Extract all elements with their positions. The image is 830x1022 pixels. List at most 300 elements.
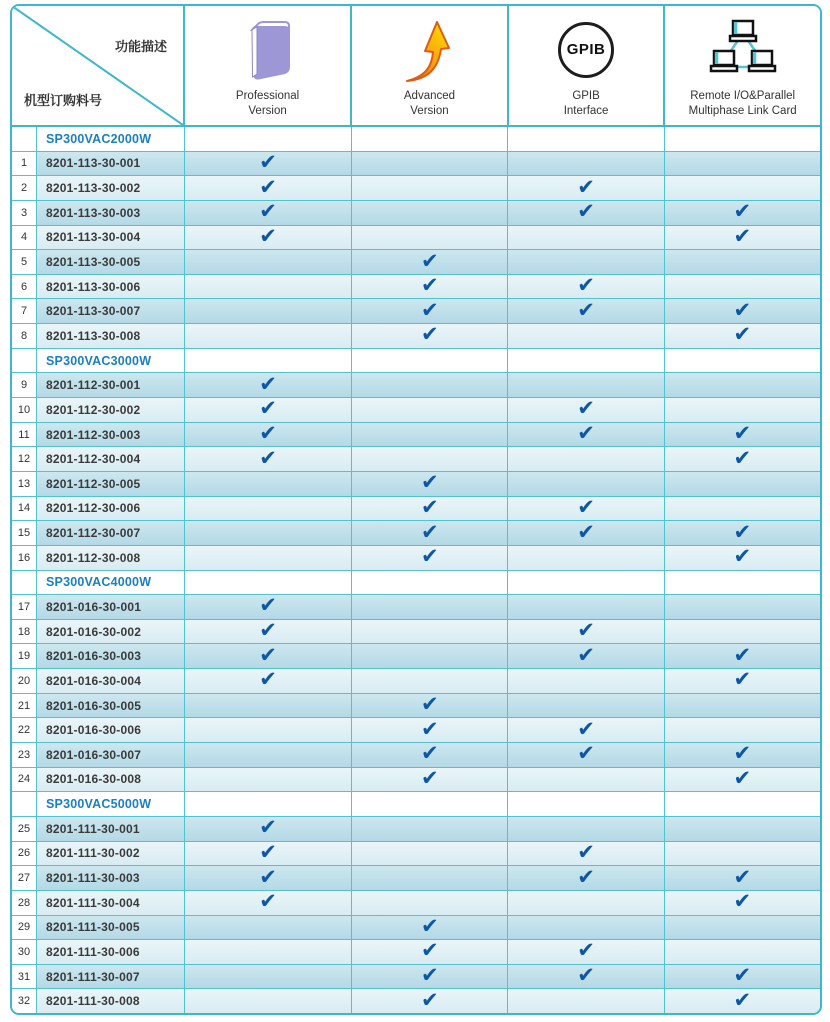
check-icon: ✔ — [420, 322, 439, 347]
check-icon: ✔ — [420, 273, 439, 298]
feature-cell — [351, 226, 507, 250]
part-number: 8201-112-30-005 — [37, 472, 185, 496]
feature-cell — [185, 839, 351, 866]
table-row — [12, 274, 820, 299]
feature-cell — [664, 940, 820, 964]
check-icon: ✔ — [577, 839, 595, 864]
header-label-gpib: GPIB Interface — [563, 90, 609, 118]
part-number: 8201-111-30-004 — [37, 891, 185, 915]
check-icon: ✔ — [577, 199, 595, 224]
feature-cell — [664, 299, 820, 323]
check-icon: ✔ — [577, 396, 595, 421]
check-icon: ✔ — [733, 544, 752, 569]
feature-cell — [351, 644, 507, 668]
check-icon: ✔ — [733, 963, 752, 988]
feature-cell — [351, 669, 507, 693]
table-body — [12, 127, 820, 1013]
feature-cell — [351, 127, 507, 151]
part-number: 8201-112-30-004 — [37, 447, 185, 471]
part-number: 8201-016-30-001 — [37, 595, 185, 619]
part-number: 8201-113-30-001 — [37, 152, 185, 176]
feature-cell — [507, 743, 663, 767]
check-icon: ✔ — [733, 765, 752, 790]
header-gpib-interface — [507, 6, 664, 125]
check-icon: ✔ — [259, 199, 277, 224]
table-row — [12, 200, 820, 225]
part-number: 8201-016-30-008 — [37, 768, 185, 792]
check-icon: ✔ — [259, 618, 277, 643]
feature-cell — [507, 447, 663, 471]
section-title: SP300VAC4000W — [37, 571, 185, 595]
diagonal-header-cell — [12, 6, 185, 125]
feature-cell — [185, 768, 351, 792]
check-icon: ✔ — [259, 864, 277, 889]
part-number: 8201-111-30-001 — [37, 817, 185, 841]
part-number: 8201-016-30-007 — [37, 743, 185, 767]
table-row — [12, 915, 820, 940]
feature-cell — [664, 152, 820, 176]
row-number: 8 — [12, 324, 37, 348]
feature-cell — [664, 694, 820, 718]
feature-cell — [185, 497, 351, 521]
feature-cell — [507, 398, 663, 422]
row-number: 31 — [12, 965, 37, 989]
feature-cell — [351, 989, 507, 1013]
header-advanced-version — [350, 6, 507, 125]
feature-cell — [351, 423, 507, 447]
table-row — [12, 668, 820, 693]
feature-cell — [664, 398, 820, 422]
table-row — [12, 742, 820, 767]
feature-cell — [351, 324, 507, 348]
feature-cell — [185, 718, 351, 742]
feature-cell — [351, 472, 507, 496]
feature-cell — [185, 792, 351, 816]
check-icon: ✔ — [420, 913, 439, 938]
feature-cell — [664, 423, 820, 447]
feature-cell — [664, 546, 820, 570]
feature-cell — [185, 694, 351, 718]
feature-cell — [507, 494, 663, 521]
feature-cell — [507, 595, 663, 619]
feature-cell — [664, 176, 820, 200]
feature-description-label: 功能描述 — [114, 39, 167, 54]
row-number: 13 — [12, 472, 37, 496]
check-icon: ✔ — [420, 544, 439, 569]
feature-cell — [185, 349, 351, 373]
feature-cell — [507, 275, 663, 299]
feature-cell — [351, 866, 507, 890]
row-number: 2 — [12, 176, 37, 200]
feature-cell — [664, 765, 820, 792]
feature-cell — [185, 965, 351, 989]
feature-cell — [664, 669, 820, 693]
feature-cell — [507, 839, 663, 866]
part-number: 8201-113-30-003 — [37, 201, 185, 225]
section-title: SP300VAC3000W — [37, 349, 185, 373]
table-row — [12, 397, 820, 422]
table-row — [12, 422, 820, 447]
feature-cell — [664, 792, 820, 816]
table-row — [12, 175, 820, 200]
check-icon: ✔ — [733, 519, 752, 544]
feature-cell — [507, 916, 663, 940]
feature-cell — [185, 546, 351, 570]
check-icon: ✔ — [733, 445, 752, 470]
feature-cell — [664, 718, 820, 742]
part-number: 8201-111-30-003 — [37, 866, 185, 890]
feature-cell — [664, 743, 820, 767]
feature-cell — [664, 916, 820, 940]
feature-cell — [664, 620, 820, 644]
row-number: 21 — [12, 694, 37, 718]
feature-cell — [507, 250, 663, 274]
check-icon: ✔ — [259, 642, 277, 667]
feature-cell — [507, 940, 663, 964]
feature-cell — [185, 620, 351, 644]
feature-cell — [351, 521, 507, 545]
gpib-circle-text: GPIB — [558, 22, 614, 78]
row-number: 29 — [12, 916, 37, 940]
feature-cell — [507, 792, 663, 816]
row-number: 6 — [12, 275, 37, 299]
row-number-cell — [12, 792, 37, 816]
row-number: 3 — [12, 201, 37, 225]
check-icon: ✔ — [577, 421, 595, 445]
check-icon: ✔ — [259, 667, 277, 692]
feature-cell — [185, 398, 351, 422]
feature-cell — [185, 472, 351, 496]
row-number: 5 — [12, 250, 37, 274]
part-number: 8201-112-30-007 — [37, 521, 185, 545]
feature-cell — [507, 891, 663, 915]
feature-cell — [185, 916, 351, 940]
row-number: 27 — [12, 866, 37, 890]
feature-cell — [185, 201, 351, 225]
row-number: 24 — [12, 768, 37, 792]
feature-cell — [351, 250, 507, 274]
part-number: 8201-111-30-008 — [37, 989, 185, 1013]
feature-cell — [507, 694, 663, 718]
table-row — [12, 890, 820, 915]
feature-cell — [185, 891, 351, 915]
feature-cell — [351, 373, 507, 397]
check-icon: ✔ — [733, 642, 752, 667]
feature-cell — [351, 201, 507, 225]
feature-cell — [185, 989, 351, 1013]
check-icon: ✔ — [733, 421, 752, 445]
table-row — [12, 323, 820, 348]
check-icon: ✔ — [420, 519, 439, 544]
feature-cell — [664, 349, 820, 373]
feature-cell — [664, 842, 820, 866]
check-icon: ✔ — [259, 223, 277, 248]
feature-cell — [507, 373, 663, 397]
feature-cell — [507, 768, 663, 792]
check-icon: ✔ — [733, 667, 752, 692]
section-header-row — [12, 127, 820, 151]
feature-cell — [185, 743, 351, 767]
part-number: 8201-113-30-002 — [37, 176, 185, 200]
row-number: 26 — [12, 842, 37, 866]
section-header-row — [12, 791, 820, 816]
feature-cell — [664, 250, 820, 274]
table-row — [12, 446, 820, 471]
check-icon: ✔ — [733, 297, 752, 322]
check-icon: ✔ — [259, 445, 277, 470]
feature-cell — [185, 223, 351, 250]
feature-cell — [664, 373, 820, 397]
feature-cell — [664, 571, 820, 595]
check-icon: ✔ — [420, 248, 439, 273]
check-icon: ✔ — [733, 864, 752, 889]
feature-cell — [351, 275, 507, 299]
check-icon: ✔ — [577, 519, 595, 544]
network-computers-icon — [705, 10, 781, 89]
feature-cell — [507, 127, 663, 151]
part-number: 8201-113-30-008 — [37, 324, 185, 348]
header-label-advanced: Advanced Version — [403, 90, 456, 118]
check-icon: ✔ — [420, 470, 439, 495]
table-row — [12, 767, 820, 792]
check-icon: ✔ — [259, 396, 277, 421]
feature-cell — [507, 571, 663, 595]
table-row — [12, 717, 820, 742]
check-icon: ✔ — [259, 149, 277, 174]
section-header-row — [12, 570, 820, 595]
feature-cell — [507, 472, 663, 496]
part-number: 8201-111-30-007 — [37, 965, 185, 989]
feature-cell — [507, 349, 663, 373]
feature-cell — [507, 817, 663, 841]
table-row — [12, 841, 820, 866]
table-header — [12, 6, 820, 127]
row-number: 18 — [12, 620, 37, 644]
table-row — [12, 988, 820, 1013]
table-row — [12, 249, 820, 274]
feature-cell — [185, 447, 351, 471]
part-number: 8201-112-30-006 — [37, 497, 185, 521]
feature-cell — [507, 521, 663, 545]
check-icon: ✔ — [420, 938, 439, 963]
check-icon: ✔ — [259, 839, 277, 864]
feature-cell — [185, 521, 351, 545]
feature-cell — [507, 718, 663, 742]
check-icon: ✔ — [577, 297, 595, 322]
feature-cell — [507, 546, 663, 570]
feature-cell — [351, 743, 507, 767]
row-number: 16 — [12, 546, 37, 570]
check-icon: ✔ — [259, 815, 277, 840]
model-order-number-label: 机型订购料号 — [24, 93, 103, 108]
part-number: 8201-111-30-006 — [37, 940, 185, 964]
part-number: 8201-113-30-004 — [37, 226, 185, 250]
part-number: 8201-111-30-002 — [37, 842, 185, 866]
feature-cell — [664, 891, 820, 915]
feature-cell — [507, 201, 663, 225]
feature-cell — [507, 299, 663, 323]
check-icon: ✔ — [733, 889, 752, 914]
part-number: 8201-112-30-001 — [37, 373, 185, 397]
check-icon: ✔ — [259, 174, 277, 199]
feature-cell — [507, 176, 663, 200]
feature-cell — [351, 176, 507, 200]
check-icon: ✔ — [259, 421, 277, 445]
feature-cell — [351, 765, 507, 792]
section-title: SP300VAC2000W — [37, 127, 185, 151]
check-icon: ✔ — [420, 987, 439, 1012]
row-number: 4 — [12, 226, 37, 250]
header-professional-version — [185, 6, 350, 125]
feature-cell — [185, 250, 351, 274]
header-label-remote: Remote I/O&Parallel Multiphase Link Card — [688, 90, 797, 118]
table-row — [12, 545, 820, 570]
row-number: 7 — [12, 299, 37, 323]
check-icon: ✔ — [577, 864, 595, 889]
row-number: 19 — [12, 644, 37, 668]
feature-cell — [351, 299, 507, 323]
check-icon: ✔ — [733, 987, 752, 1012]
row-number-cell — [12, 349, 37, 373]
feature-cell — [664, 989, 820, 1013]
table-row — [12, 372, 820, 397]
row-number: 10 — [12, 398, 37, 422]
book-icon — [239, 10, 297, 89]
part-number: 8201-016-30-003 — [37, 644, 185, 668]
check-icon: ✔ — [259, 593, 277, 618]
header-label-professional: Professional Version — [235, 90, 300, 118]
part-number: 8201-016-30-006 — [37, 718, 185, 742]
check-icon: ✔ — [420, 297, 439, 322]
check-icon: ✔ — [577, 494, 595, 519]
row-number: 17 — [12, 595, 37, 619]
feature-cell — [507, 620, 663, 644]
feature-cell — [351, 349, 507, 373]
feature-cell — [185, 423, 351, 447]
feature-cell — [185, 127, 351, 151]
part-number: 8201-111-30-005 — [37, 916, 185, 940]
feature-cell — [185, 817, 351, 841]
feature-cell — [351, 792, 507, 816]
check-icon: ✔ — [420, 692, 439, 717]
feature-cell — [664, 127, 820, 151]
check-icon: ✔ — [733, 322, 752, 347]
feature-cell — [351, 694, 507, 718]
check-icon: ✔ — [420, 716, 439, 741]
check-icon: ✔ — [577, 642, 595, 667]
feature-cell — [351, 595, 507, 619]
feature-cell — [351, 913, 507, 940]
table-row — [12, 594, 820, 619]
table-row — [12, 964, 820, 989]
table-row — [12, 643, 820, 668]
feature-cell — [351, 571, 507, 595]
feature-cell — [507, 965, 663, 989]
feature-cell — [185, 149, 351, 176]
row-number: 1 — [12, 152, 37, 176]
feature-cell — [507, 989, 663, 1013]
check-icon: ✔ — [577, 618, 595, 643]
table-row — [12, 693, 820, 718]
part-number: 8201-113-30-005 — [37, 250, 185, 274]
part-number: 8201-113-30-006 — [37, 275, 185, 299]
feature-cell — [507, 644, 663, 668]
feature-cell — [185, 299, 351, 323]
feature-cell — [351, 447, 507, 471]
feature-cell — [664, 223, 820, 250]
row-number: 14 — [12, 497, 37, 521]
table-row — [12, 865, 820, 890]
feature-cell — [664, 201, 820, 225]
feature-cell — [664, 472, 820, 496]
row-number: 9 — [12, 373, 37, 397]
check-icon: ✔ — [577, 273, 595, 298]
row-number: 11 — [12, 423, 37, 447]
row-number-cell — [12, 571, 37, 595]
feature-cell — [664, 521, 820, 545]
table-row — [12, 496, 820, 521]
feature-cell — [185, 669, 351, 693]
feature-cell — [664, 324, 820, 348]
part-number: 8201-016-30-005 — [37, 694, 185, 718]
feature-cell — [185, 176, 351, 200]
row-number-cell — [12, 127, 37, 151]
part-number: 8201-016-30-004 — [37, 669, 185, 693]
check-icon: ✔ — [577, 716, 595, 741]
feature-cell — [507, 866, 663, 890]
table-row — [12, 619, 820, 644]
feature-cell — [351, 494, 507, 521]
table-row — [12, 298, 820, 323]
table-row — [12, 520, 820, 545]
part-number: 8201-113-30-007 — [37, 299, 185, 323]
part-number: 8201-112-30-002 — [37, 398, 185, 422]
check-icon: ✔ — [577, 741, 595, 766]
header-remote-link-card — [663, 6, 820, 125]
gpib-circle-icon — [558, 10, 614, 89]
feature-cell — [664, 275, 820, 299]
feature-cell — [185, 866, 351, 890]
feature-cell — [351, 965, 507, 989]
row-number: 32 — [12, 989, 37, 1013]
row-number: 22 — [12, 718, 37, 742]
row-number: 28 — [12, 891, 37, 915]
feature-cell — [351, 620, 507, 644]
part-number: 8201-112-30-003 — [37, 423, 185, 447]
row-number: 23 — [12, 743, 37, 767]
check-icon: ✔ — [259, 889, 277, 914]
check-icon: ✔ — [733, 741, 752, 766]
feature-cell — [185, 644, 351, 668]
check-icon: ✔ — [420, 494, 439, 519]
check-icon: ✔ — [420, 765, 439, 790]
feature-cell — [185, 595, 351, 619]
feature-cell — [185, 275, 351, 299]
table-row — [12, 225, 820, 250]
feature-cell — [507, 423, 663, 447]
feature-cell — [351, 891, 507, 915]
feature-cell — [664, 497, 820, 521]
feature-cell — [507, 669, 663, 693]
row-number: 30 — [12, 940, 37, 964]
feature-cell — [185, 324, 351, 348]
check-icon: ✔ — [577, 963, 595, 988]
feature-cell — [664, 644, 820, 668]
section-header-row — [12, 348, 820, 373]
feature-cell — [507, 226, 663, 250]
up-arrow-icon — [404, 10, 454, 89]
feature-cell — [664, 817, 820, 841]
